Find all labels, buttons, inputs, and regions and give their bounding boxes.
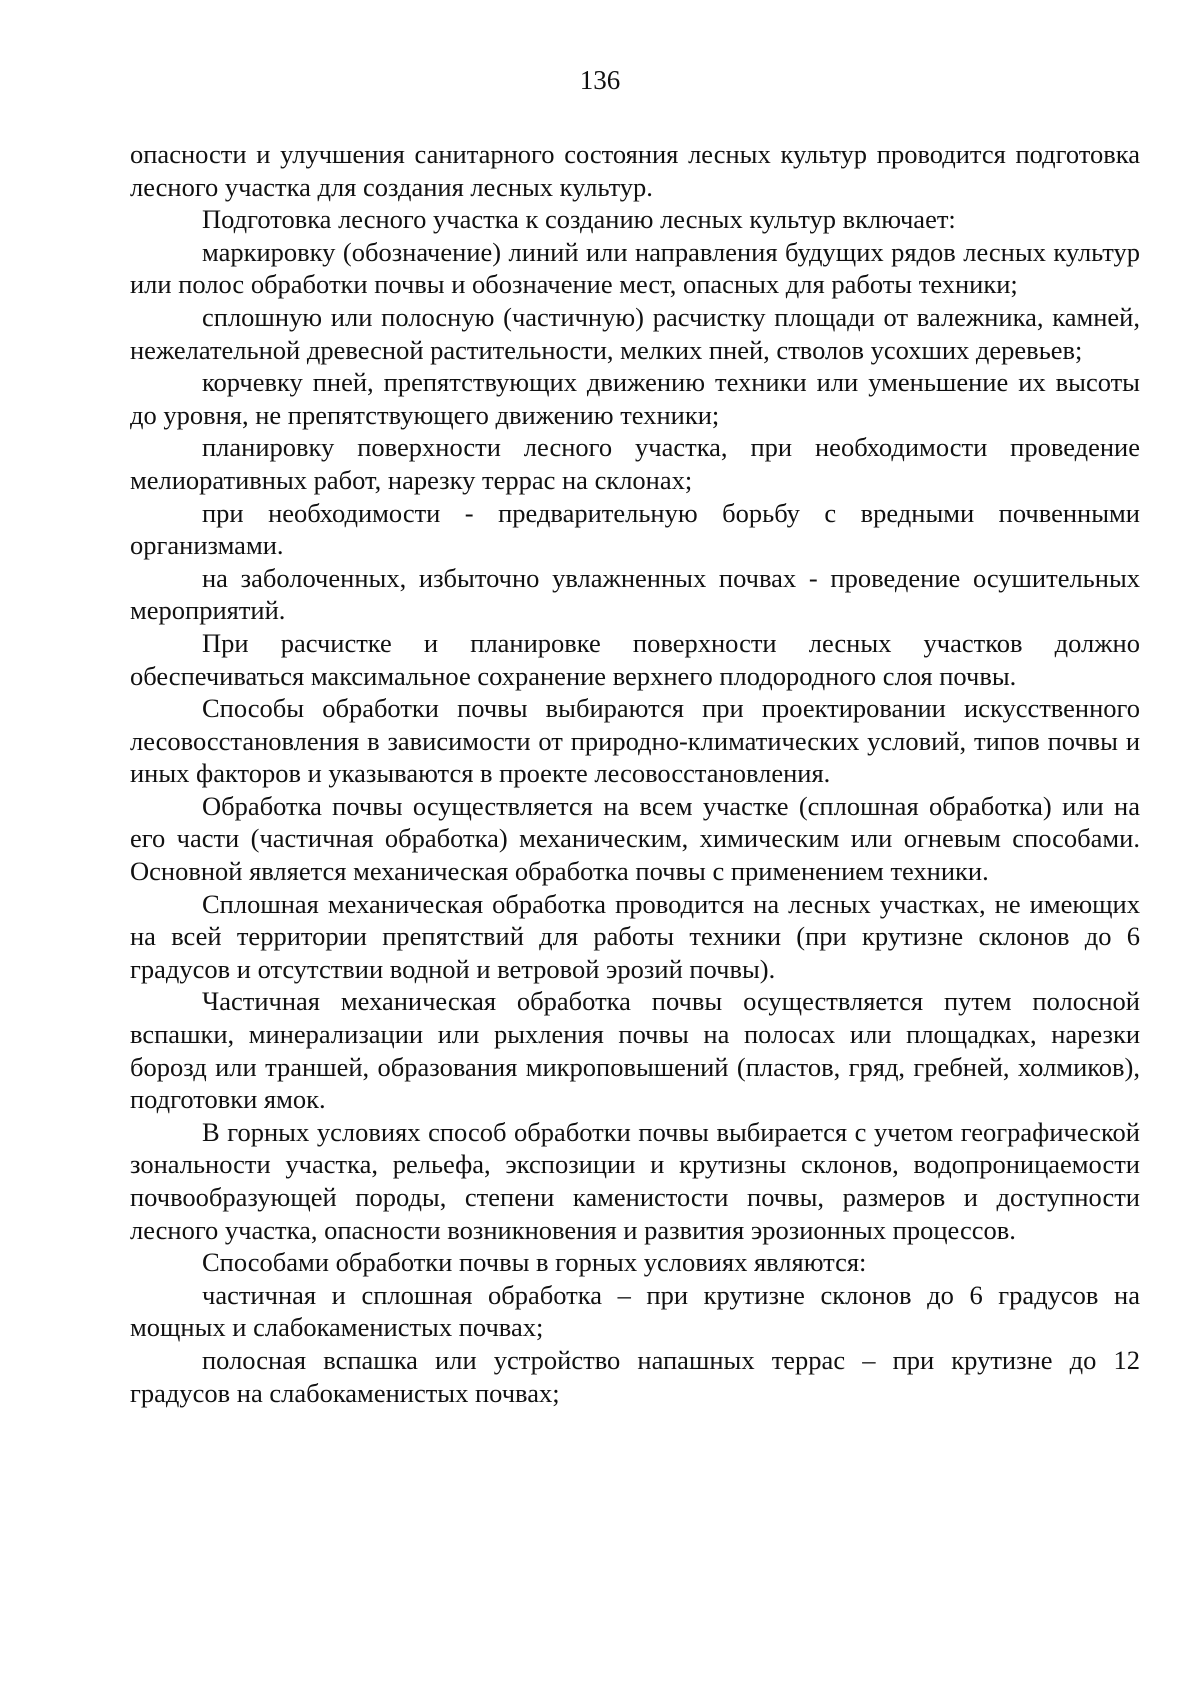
paragraph: сплошную или полосную (частичную) расчистку площади от валежника, камней, нежелательной древесной растительности, мелких пней, стволов усохших деревьев; — [130, 301, 1140, 365]
paragraph: планировку поверхности лесного участка, при необходимости проведение мелиоративных работ, нарезку террас на склонах; — [130, 432, 1140, 495]
paragraph: частичная и сплошная обработка – при крутизне склонов до 6 градусов на мощных и слабокаменистых почвах; — [130, 1279, 1140, 1343]
paragraph: В горных условиях способ обработки почвы выбирается с учетом географической зональности участка, рельефа, экспозиции и крутизны склонов, водопроницаемости почвообразующей породы, степени каменистости почвы, размеров и доступности лесного участка, опасности возникновения и развития эрозионных процессов. — [130, 1116, 1140, 1245]
page-number: 136 — [579, 65, 621, 95]
paragraph: Способами обработки почвы в горных условиях являются: — [202, 1247, 867, 1278]
paragraph: на заболоченных, избыточно увлажненных почвах - проведение осушительных мероприятий. — [130, 562, 1140, 626]
paragraph: Обработка почвы осуществляется на всем участке (сплошная обработка) или на его части (частичная обработка) механическим, химическим или огневым способами. Основной является механическая обработка почвы с применением техники. — [130, 790, 1140, 887]
paragraph: при необходимости - предварительную борьбу с вредными почвенными организмами. — [130, 497, 1140, 561]
paragraph: Подготовка лесного участка к созданию лесных культур включает: — [202, 204, 956, 235]
paragraph: корчевку пней, препятствующих движению техники или уменьшение их высоты до уровня, не препятствующего движению техники; — [130, 367, 1140, 430]
paragraph: Частичная механическая обработка почвы осуществляется путем полосной вспашки, минерализации или рыхления почвы на полосах или площадках, нарезки борозд или траншей, образования микроповышений (пластов, гряд, гребней, холмиков), подготовки ямок. — [130, 986, 1140, 1115]
paragraph: опасности и улучшения санитарного состояния лесных культур проводится подготовка лесного участка для создания лесных культур. — [130, 139, 1140, 202]
paragraph: При расчистке и планировке поверхности лесных участков должно обеспечиваться максимальное сохранение верхнего плодородного слоя почвы. — [130, 627, 1140, 691]
paragraph: Способы обработки почвы выбираются при проектировании искусственного лесовосстановления в зависимости от природно-климатических условий, типов почвы и иных факторов и указываются в проекте лесовосстановления. — [130, 693, 1140, 789]
paragraph: полосная вспашка или устройство напашных террас – при крутизне до 12 градусов на слабокаменистых почвах; — [130, 1344, 1140, 1408]
paragraph: маркировку (обозначение) линий или направления будущих рядов лесных культур или полос обработки почвы и обозначение мест, опасных для работы техники; — [130, 236, 1140, 300]
body-text — [130, 138, 1140, 1409]
paragraph: Сплошная механическая обработка проводится на лесных участках, не имеющих на всей территории препятствий для работы техники (при крутизне склонов до 6 градусов и отсутствии водной и ветровой эрозий почвы). — [130, 888, 1140, 984]
